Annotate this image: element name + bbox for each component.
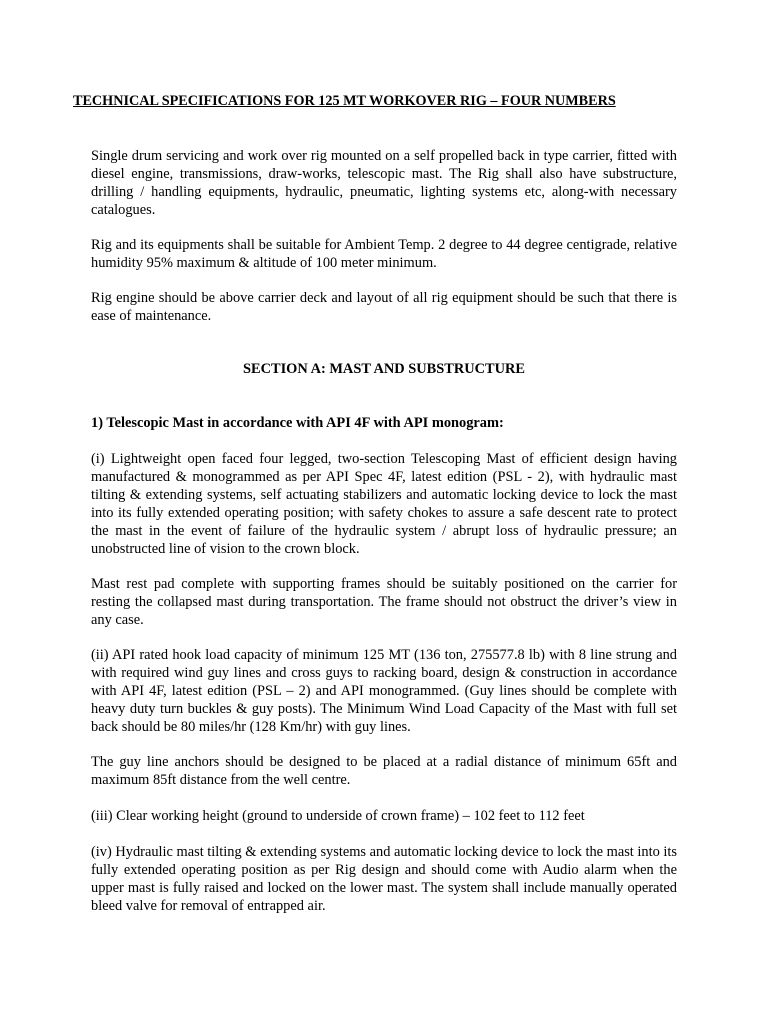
mast-subheading: 1) Telescopic Mast in accordance with API 4F with API monogram:	[91, 415, 504, 431]
mast-paragraph-hydraulic-systems: (iv) Hydraulic mast tilting & extending systems and automatic locking device to lock the mast into its fully extended operating position as per Rig design and should come with Audio alarm when the upper mast is fully raised and locked on the lower mast. The system shall include manually operated bleed valve for removal of entrapped air.	[91, 844, 677, 914]
mast-paragraph-rest-pad: Mast rest pad complete with supporting frames should be suitably positioned on the carrier for resting the collapsed mast during transportation. The frame should not obstruct the driver’s view in any case.	[91, 576, 677, 628]
mast-paragraph-hook-load: (ii) API rated hook load capacity of minimum 125 MT (136 ton, 275577.8 lb) with 8 line strung and with required wind guy lines and cross guys to racking board, design & construction in accordance with API 4F, latest edition (PSL – 2) and API monogrammed. (Guy lines should be complete with heavy duty turn buckles & guy posts). The Minimum Wind Load Capacity of the Mast with full set back should be 80 miles/hr (128 Km/hr) with guy lines.	[91, 647, 677, 735]
mast-paragraph-working-height: (iii) Clear working height (ground to underside of crown frame) – 102 feet to 112 feet	[91, 808, 585, 824]
section-a-heading: SECTION A: MAST AND SUBSTRUCTURE	[242, 361, 525, 377]
document-title: TECHNICAL SPECIFICATIONS FOR 125 MT WORKOVER RIG – FOUR NUMBERS	[73, 93, 616, 109]
mast-paragraph-design: (i) Lightweight open faced four legged, two-section Telescoping Mast of efficient design having manufactured & monogrammed as per API Spec 4F, latest edition (PSL - 2), with hydraulic mast tilting & extending systems, self actuating stabilizers and automatic locking device to lock the mast into its fully extended operating position; with safety chokes to assure a safe descent rate to protect the mast in the event of failure of the hydraulic system / abrupt loss of hydraulic pressure; an unobstructed line of vision to the crown block.	[91, 451, 677, 557]
mast-paragraph-guy-anchors: The guy line anchors should be designed to be placed at a radial distance of minimum 65ft and maximum 85ft distance from the well centre.	[91, 754, 677, 788]
intro-paragraph-ambient-conditions: Rig and its equipments shall be suitable for Ambient Temp. 2 degree to 44 degree centigrade, relative humidity 95% maximum & altitude of 100 meter minimum.	[91, 237, 677, 271]
intro-paragraph-scope: Single drum servicing and work over rig mounted on a self propelled back in type carrier, fitted with diesel engine, transmissions, draw-works, telescopic mast. The Rig shall also have substructure, drilling / handling equipments, hydraulic, pneumatic, lighting systems etc, along-with necessary catalogues.	[91, 148, 677, 218]
intro-paragraph-engine-layout: Rig engine should be above carrier deck and layout of all rig equipment should be such that there is ease of maintenance.	[91, 290, 677, 324]
